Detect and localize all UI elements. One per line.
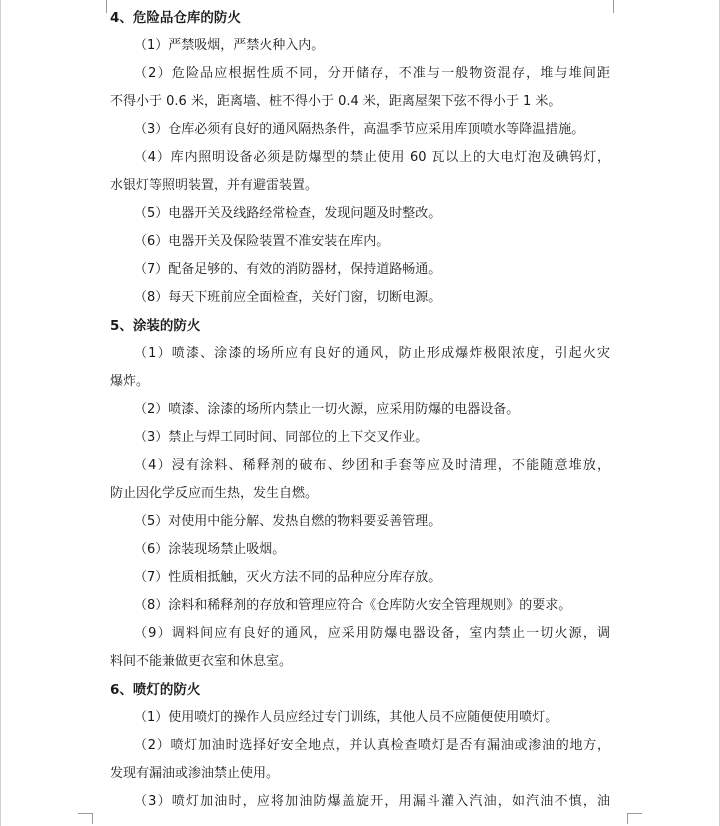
paragraph-line: （7）配备足够的、有效的消防器材，保持道路畅通。 [134,262,442,277]
paragraph-line: （2）危险品应根据性质不同，分开储存，不准与一般物资混存，堆与堆间距 [134,66,610,81]
paragraph-line: 不得小于 0.6 米，距离墙、桩不得小于 0.4 米，距离屋架下弦不得小于 1 米。 [110,94,562,109]
paragraph-line: （1）喷漆、涂漆的场所应有良好的通风，防止形成爆炸极限浓度，引起火灾 [134,346,610,361]
document-body [110,4,610,816]
paragraph-line: 防止因化学反应而生热，发生自燃。 [110,486,319,501]
paragraph-line: 发现有漏油或渗油禁止使用。 [110,766,280,781]
section-heading: 5、涂装的防火 [110,318,201,334]
paragraph-line: （1）使用喷灯的操作人员应经过专门训练，其他人员不应随便使用喷灯。 [134,710,559,725]
paragraph-line: （5）电器开关及线路经常检查，发现问题及时整改。 [134,206,442,221]
margin-corner-mark [78,813,93,824]
section-heading: 6、喷灯的防火 [110,682,201,698]
paragraph-line: （3）喷灯加油时，应将加油防爆盖旋开，用漏斗灌入汽油，如汽油不慎，油 [134,794,610,809]
page-border-left [0,0,1,826]
paragraph-line: 爆炸。 [110,374,150,389]
paragraph-line: （1）严禁吸烟，严禁火种入内。 [134,38,325,53]
paragraph-line: （3）仓库必须有良好的通风隔热条件，高温季节应采用库顶喷水等降温措施。 [134,122,585,137]
paragraph-line: （2）喷灯加油时选择好安全地点，并认真检查喷灯是否有漏油或渗油的地方， [134,738,610,753]
paragraph-line: （9）调料间应有良好的通风，应采用防爆电器设备，室内禁止一切火源，调 [134,626,610,641]
paragraph-line: （4）浸有涂料、稀释剂的破布、纱团和手套等应及时清理，不能随意堆放， [134,458,610,473]
paragraph-line: （7）性质相抵触，灭火方法不同的品种应分库存放。 [134,570,442,585]
paragraph-line: （6）电器开关及保险装置不准安装在库内。 [134,234,390,249]
paragraph-line: （8）涂料和稀释剂的存放和管理应符合《仓库防火安全管理规则》的要求。 [134,598,572,613]
margin-corner-mark [613,0,628,13]
paragraph-line: （8）每天下班前应全面检查，关好门窗，切断电源。 [134,290,442,305]
section-heading: 4、危险品仓库的防火 [110,10,241,26]
margin-corner-mark [92,0,107,13]
paragraph-line: （6）涂装现场禁止吸烟。 [134,542,286,557]
paragraph-line: （5）对使用中能分解、发热自燃的物料要妥善管理。 [134,514,442,529]
margin-corner-mark [627,813,642,824]
paragraph-line: 水银灯等照明装置，并有避雷装置。 [110,178,319,193]
paragraph-line: 料间不能兼做更衣室和休息室。 [110,654,293,669]
paragraph-line: （3）禁止与焊工同时间、同部位的上下交叉作业。 [134,430,429,445]
paragraph-line: （4）库内照明设备必须是防爆型的禁止使用 60 瓦以上的大电灯泡及碘钨灯， [134,150,610,165]
paragraph-line: （2）喷漆、涂漆的场所内禁止一切火源，应采用防爆的电器设备。 [134,402,520,417]
